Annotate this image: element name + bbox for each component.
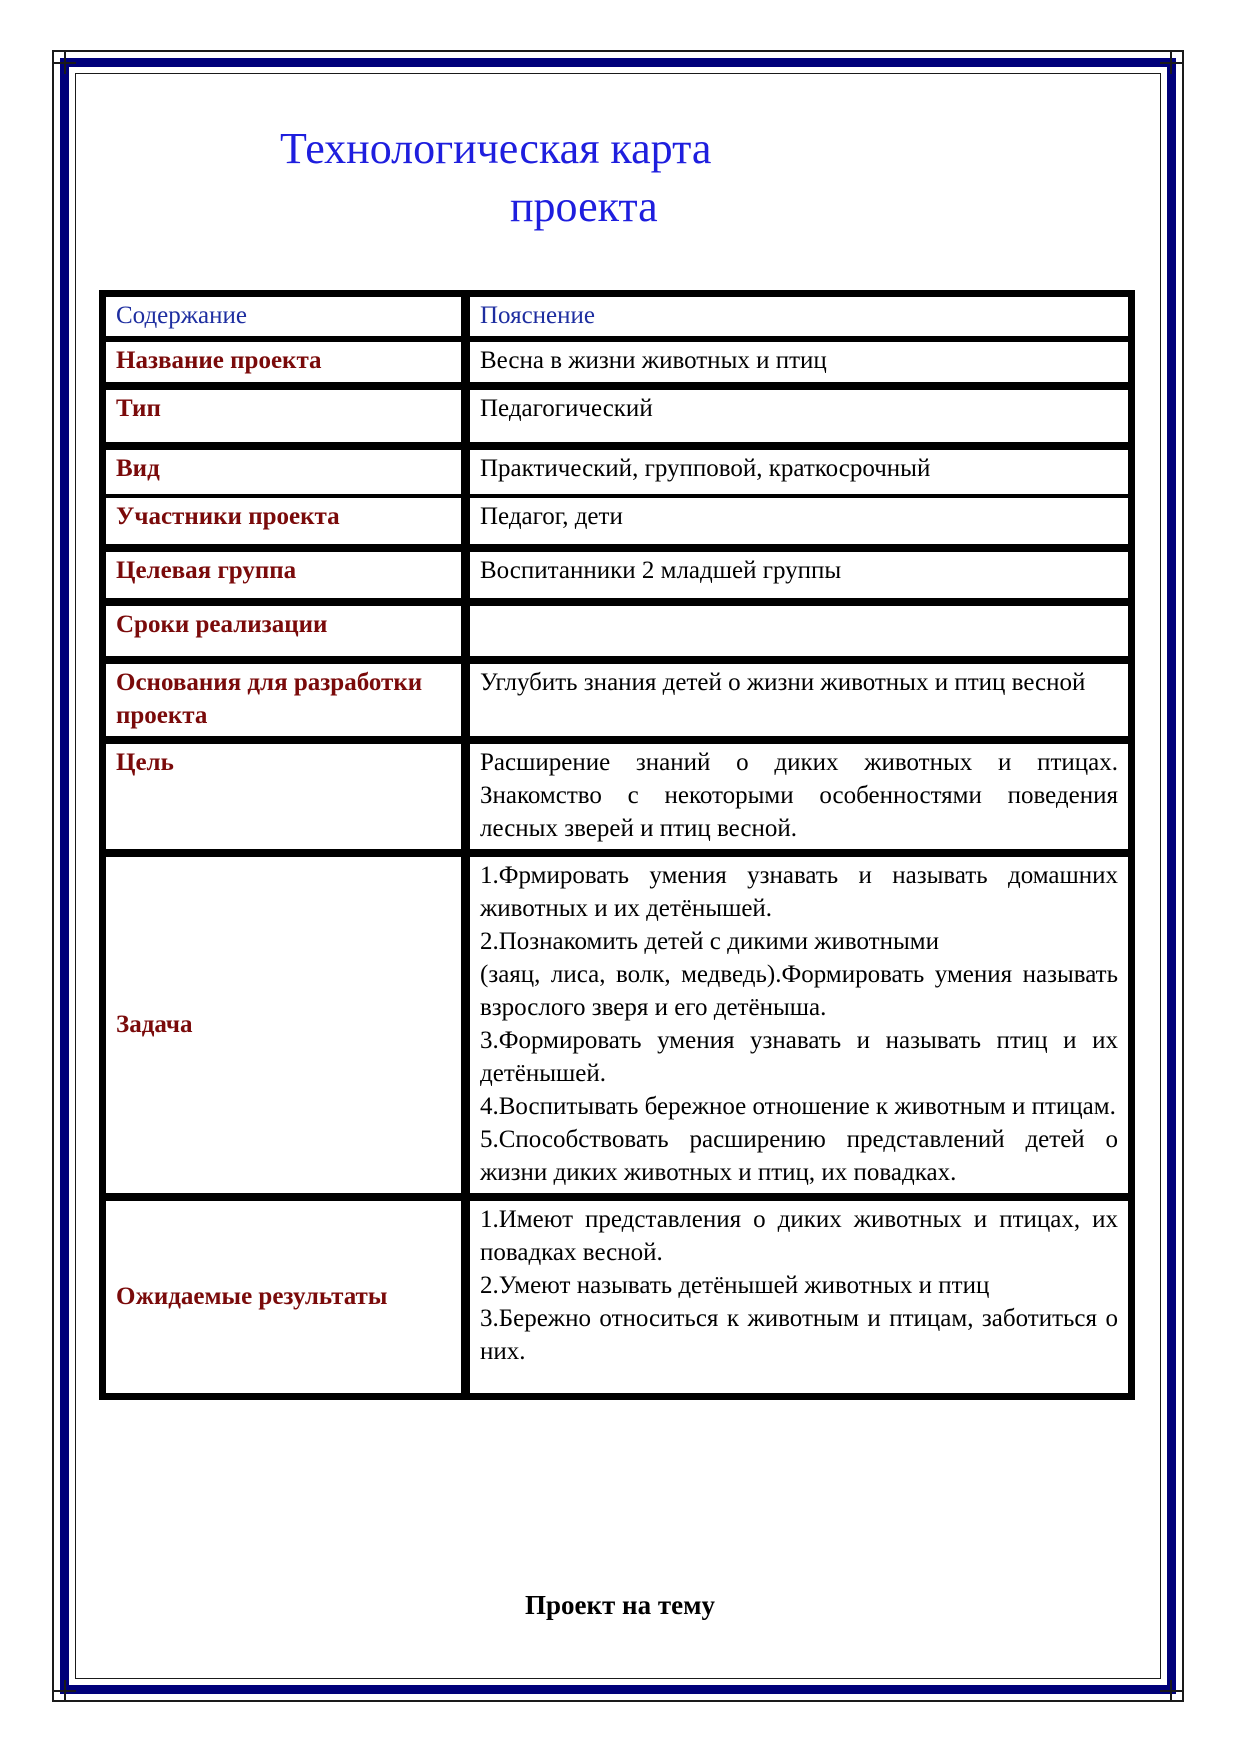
row-value: Расширение знаний о диких животных и птицах. Знакомство с некоторыми особенностями поведения лесных зверей и птиц весной. — [468, 742, 1130, 855]
frame-corner-ornament — [54, 52, 76, 74]
row-label: Основания для разработки проекта — [104, 662, 468, 742]
row-value: Весна в жизни животных и птиц — [468, 340, 1130, 388]
table-row — [104, 448, 1130, 496]
row-label: Название проекта — [104, 340, 468, 388]
task-item: (заяц, лиса, волк, медведь).Формировать умения называть взрослого зверя и его детёныша. — [480, 961, 1118, 1021]
row-value: Практический, групповой, краткосрочный — [468, 448, 1130, 496]
row-label: Тип — [104, 388, 468, 448]
title-line-1: Технологическая карта — [280, 124, 712, 173]
task-item: 4.Воспитывать бережное отношение к животным и птицам. — [480, 1093, 1116, 1120]
result-item: 3.Бережно относиться к животным и птицам, заботиться о них. — [480, 1305, 1118, 1365]
table-row — [104, 550, 1130, 604]
table-row — [104, 662, 1130, 742]
row-value-list — [468, 855, 1130, 1199]
row-value: Педагог, дети — [468, 496, 1130, 550]
result-item: 1.Имеют представления о диких животных и птицах, их повадках весной. — [480, 1206, 1118, 1266]
task-item: 2.Познакомить детей с дикими животными — [480, 928, 939, 955]
row-label: Целевая группа — [104, 550, 468, 604]
title-line-2: проекта — [510, 182, 658, 231]
row-value: Углубить знания детей о жизни животных и птиц весной — [468, 662, 1130, 742]
row-label: Вид — [104, 448, 468, 496]
task-item: 3.Формировать умения узнавать и называть птиц и их детёнышей. — [480, 1027, 1118, 1087]
row-value-list — [468, 1199, 1130, 1395]
row-label: Цель — [104, 742, 468, 855]
table-row — [104, 855, 1130, 1199]
table-row — [104, 604, 1130, 662]
table-row — [104, 1199, 1130, 1395]
project-topic-heading: Проект на тему — [524, 1590, 715, 1620]
table-row — [104, 340, 1130, 388]
row-label: Задача — [104, 855, 468, 1199]
technology-map-table — [99, 290, 1135, 1400]
header-explanation: Пояснение — [468, 295, 1130, 340]
header-content: Содержание — [104, 295, 468, 340]
frame-corner-ornament — [1160, 1680, 1182, 1702]
row-value: Педагогический — [468, 388, 1130, 448]
result-item: 2.Умеют называть детёнышей животных и птиц — [480, 1272, 990, 1299]
table-row — [104, 742, 1130, 855]
task-item: 5.Способствовать расширению представлений детей о жизни диких животных и птиц, их повадках. — [480, 1126, 1118, 1186]
table-header-row — [104, 295, 1130, 340]
table-row — [104, 496, 1130, 550]
frame-corner-ornament — [1160, 52, 1182, 74]
row-value — [468, 604, 1130, 662]
row-label: Участники проекта — [104, 496, 468, 550]
row-value: Воспитанники 2 младшей группы — [468, 550, 1130, 604]
task-item: 1.Фрмировать умения узнавать и называть домашних животных и их детёнышей. — [480, 862, 1118, 922]
row-label: Ожидаемые результаты — [104, 1199, 468, 1395]
frame-corner-ornament — [54, 1680, 76, 1702]
table-row — [104, 388, 1130, 448]
row-label: Сроки реализации — [104, 604, 468, 662]
